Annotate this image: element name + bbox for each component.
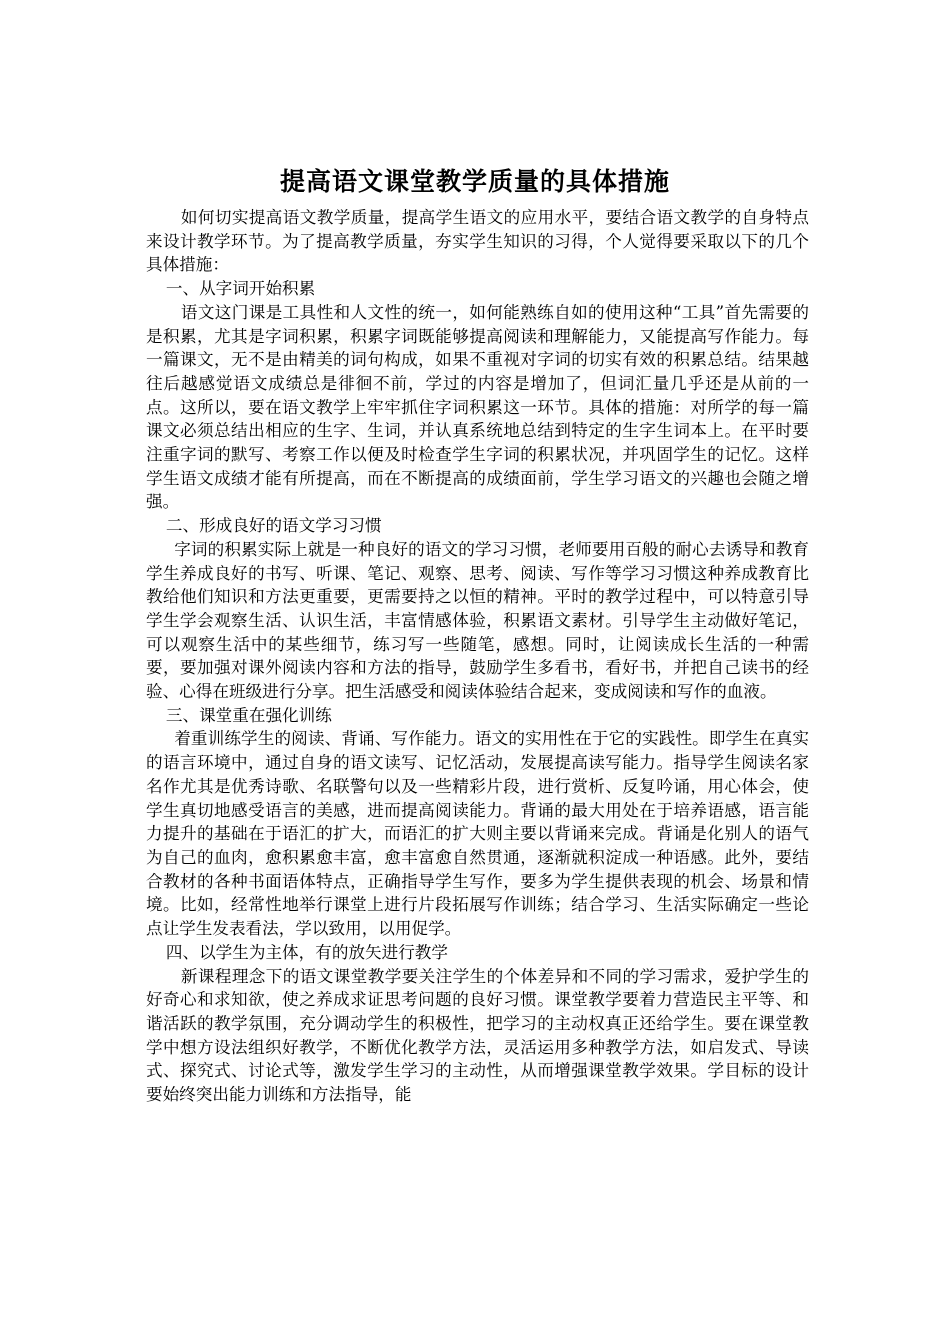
section-paragraph-4: 新课程理念下的语文课堂教学要关注学生的个体差异和不同的学习需求，爱护学生的好奇心和求知欲，使之养成求证思考问题的良好习惯。课堂教学要着力营造民主平等、和谐活跃的教学氛围，充分调动学生的积极性，把学习的主动权真正还给学生。要在课堂教学中想方设法组织好教学，不断优化教学方法，灵活运用多种教学方法，如启发式、导读式、探究式、讨论式等，激发学生学习的主动性，从而增强课堂教学效果。学目标的设计要始终突出能力训练和方法指导，能 xyxy=(146,966,809,1105)
section-heading-1: 一、从字词开始积累 xyxy=(165,279,316,299)
document-title: 提高语文课堂教学质量的具体措施 xyxy=(279,167,670,196)
intro-paragraph: 如何切实提高语文教学质量，提高学生语文的应用水平，要结合语文教学的自身特点来设计教学环节。为了提高教学质量，夯实学生知识的习得，个人觉得要采取以下的几个具体措施： xyxy=(146,208,809,275)
section-heading-4: 四、以学生为主体，有的放矢进行教学 xyxy=(165,942,448,962)
section-paragraph-2: 字词的积累实际上就是一种良好的语文的学习习惯，老师要用百般的耐心去诱导和教育学生养成良好的书写、听课、笔记、观察、思考、阅读、写作等学习习惯这种养成教育比教给他们知识和方法更重要，更需要持之以恒的精神。平时的教学过程中，可以特意引导学生学会观察生活、认识生活，丰富情感体验，积累语文素材。引导学生主动做好笔记，可以观察生活中的某些细节，练习写一些随笔，感想。同时，让阅读成长生活的一种需要，要加强对课外阅读内容和方法的指导，鼓励学生多看书，看好书，并把自己读书的经验、心得在班级进行分享。把生活感受和阅读体验结合起来，变成阅读和写作的血液。 xyxy=(146,539,809,702)
section-heading-3: 三、课堂重在强化训练 xyxy=(165,705,332,725)
section-paragraph-3: 着重训练学生的阅读、背诵、写作能力。语文的实用性在于它的实践性。即学生在真实的语言环境中，通过自身的语文读写、记忆活动，发展提高读写能力。指导学生阅读名家名作尤其是优秀诗歌、名联警句以及一些精彩片段，进行赏析、反复吟诵，用心体会，使学生真切地感受语言的美感，进而提高阅读能力。背诵的最大用处在于培养语感，语言能力提升的基础在于语汇的扩大，而语汇的扩大则主要以背诵来完成。背诵是化别人的语气为自己的血肉，愈积累愈丰富，愈丰富愈自然贯通，逐渐就积淀成一种语感。此外，要结合教材的各种书面语体特点，正确指导学生写作，要多为学生提供表现的机会、场景和情境。比如，经常性地举行课堂上进行片段拓展写作训练；结合学习、生活实际确定一些论点让学生发表看法，学以致用，以用促学。 xyxy=(146,729,809,939)
document-body xyxy=(146,206,809,1107)
section-heading-2: 二、形成良好的语文学习习惯 xyxy=(165,516,382,536)
section-paragraph-1: 语文这门课是工具性和人文性的统一，如何能熟练自如的使用这种“工具”首先需要的是积累，尤其是字词积累，积累字词既能够提高阅读和理解能力，又能提高写作能力。每一篇课文，无不是由精美的词句构成，如果不重视对字词的切实有效的积累总结。结果越往后越感觉语文成绩总是徘徊不前，学过的内容是增加了，但词汇量几乎还是从前的一点。这所以，要在语文教学上牢牢抓住字词积累这一环节。具体的措施：对所学的每一篇课文必须总结出相应的生字、生词，并认真系统地总结到特定的生字生词本上。在平时要注重字词的默写、考察工作以便及时检查学生字词的积累状况，并巩固学生的记忆。这样学生语文成绩才能有所提高，而在不断提高的成绩面前，学生学习语文的兴趣也会随之增强。 xyxy=(146,302,809,512)
